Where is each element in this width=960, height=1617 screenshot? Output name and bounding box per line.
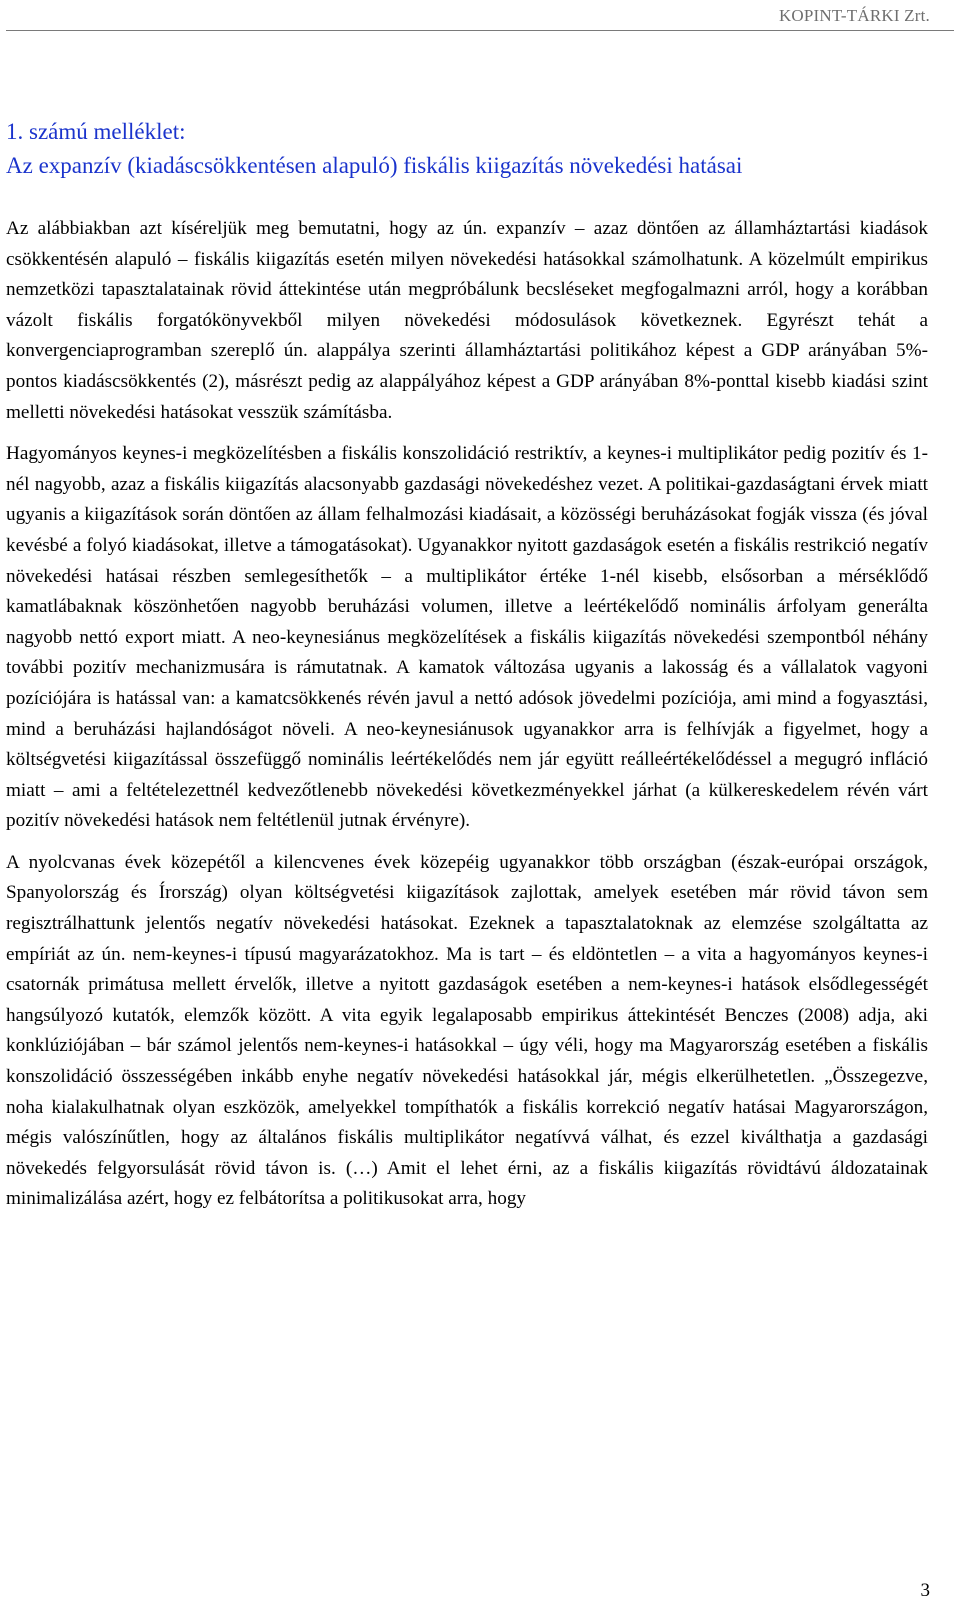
title-line-annex: 1. számú melléklet: (6, 119, 186, 144)
paragraph-intro: Az alábbiakban azt kíséreljük meg bemutatni, hogy az ún. expanzív – azaz döntően az államháztartási kiadások csökkentésén alapuló – fiskális kiigazítás esetén milyen növekedési hatásokkal számolhatunk. A közelmúlt empirikus nemzetközi tapasztalatainak rövid áttekintése után megpróbálunk becsléseket megfogalmazni arról, hogy a korábban vázolt fiskális forgatókönyvekből milyen növekedési módosulások következnek. Egyrészt tehát a konvergenciaprogramban szereplő ún. alappálya szerinti államháztartási politikához képest a GDP arányában 5%-pontos kiadáscsökkentés (2), másrészt pedig az alappályához képest a GDP arányában 8%-ponttal kisebb kiadási szint melletti növekedési hatásokat vesszük számításba. (6, 218, 928, 423)
header-organization: KOPINT-TÁRKI Zrt. (778, 6, 930, 25)
title-line-heading: Az expanzív (kiadáscsökkentésen alapuló) fiskális kiigazítás növekedési hatásai (6, 153, 743, 178)
paragraph-non-keynesian: A nyolcvanas évek közepétől a kilencvenes évek közepéig ugyanakkor több országban (észak-európai országok, Spanyolország és Írország) olyan költségvetési kiigazítások zajlottak, amelyek esetében már rövid távon sem regisztrálhattunk jelentős negatív növekedési hatásokat. Ezeknek a tapasztalatoknak az elemzése szolgáltatta az empíriát az ún. nem-keynes-i típusú magyarázatokhoz. Ma is tart – és eldöntetlen – a vita a hagyományos keynes-i csatornák primátusa mellett érvelők, illetve a nyitott gazdaságok esetében a nem-keynes-i hatások elsődlegességét hangsúlyozó kutatók, elemzők között. A vita egyik legalaposabb empirikus áttekintését Benczes (2008) adja, aki konklúziójában – bár számol jelentős nem-keynes-i hatásokkal – úgy véli, hogy ma Magyarország esetében a fiskális konszolidáció összességében inkább enyhe negatív növekedési hatásokkal jár, mégis elkerülhetetlen. „Összegezve, noha kialakulhatnak olyan eszközök, amelyekkel tompíthatók a fiskális korrekció negatív hatásai Magyarországon, mégis valószínűtlen, hogy az általános fiskális multiplikátor negatívvá válhat, és ezzel kiválthatja a gazdasági növekedés felgyorsulását rövid távon is. (…) Amit el lehet érni, az a fiskális kiigazítás rövidtávú áldozatainak minimalizálása azért, hogy ez felbátorítsa a politikusokat arra, hogy (6, 851, 928, 1210)
page-header (0, 0, 960, 30)
page-number: 3 (920, 1580, 930, 1601)
body-text (6, 214, 928, 1226)
section-title (6, 115, 936, 183)
paragraph-keynesian: Hagyományos keynes-i megközelítésben a fiskális konszolidáció restriktív, a keynes-i multiplikátor pedig pozitív és 1-nél nagyobb, azaz a fiskális kiigazítás alacsonyabb gazdasági növekedéshez vezet. A politikai-gazdaságtani érvek miatt ugyanis a kiigazítások során döntően az állam felhalmozási kiadásait, a közösségi beruházásokat fogják vissza (és jóval kevésbé a folyó kiadásokat, illetve a támogatásokat). Ugyanakkor nyitott gazdaságok esetén a fiskális restrikció negatív növekedési hatásai részben semlegesíthetők – a multiplikátor értéke 1-nél kisebb, elsősorban a mérséklődő kamatlábaknak köszönhetően nagyobb beruházási volumen, illetve a leértékelődő nominális árfolyam generálta nagyobb nettó export miatt. A neo-keynesiánus megközelítések a fiskális kiigazítás növekedési szempontból néhány további pozitív mechanizmusára is rámutatnak. A kamatok változása ugyanis a lakosság és a vállalatok vagyoni pozíciójára is hatással van: a kamatcsökkenés révén javul a nettó adósok jövedelmi pozíciója, ami mind a fogyasztási, mind a beruházási hajlandóságot növeli. A neo-keynesiánusok ugyanakkor arra is felhívják a figyelmet, hogy a költségvetési kiigazítással összefüggő nominális leértékelődés nem jár együtt reálleértékelődéssel a megugró infláció miatt – ami a feltételezettnél kedvezőtlenebb növekedési következményekkel járhat (a külkereskedelem révén várt pozitív növekedési hatások nem feltétlenül jutnak érvényre). (6, 443, 928, 832)
header-divider (6, 30, 954, 31)
